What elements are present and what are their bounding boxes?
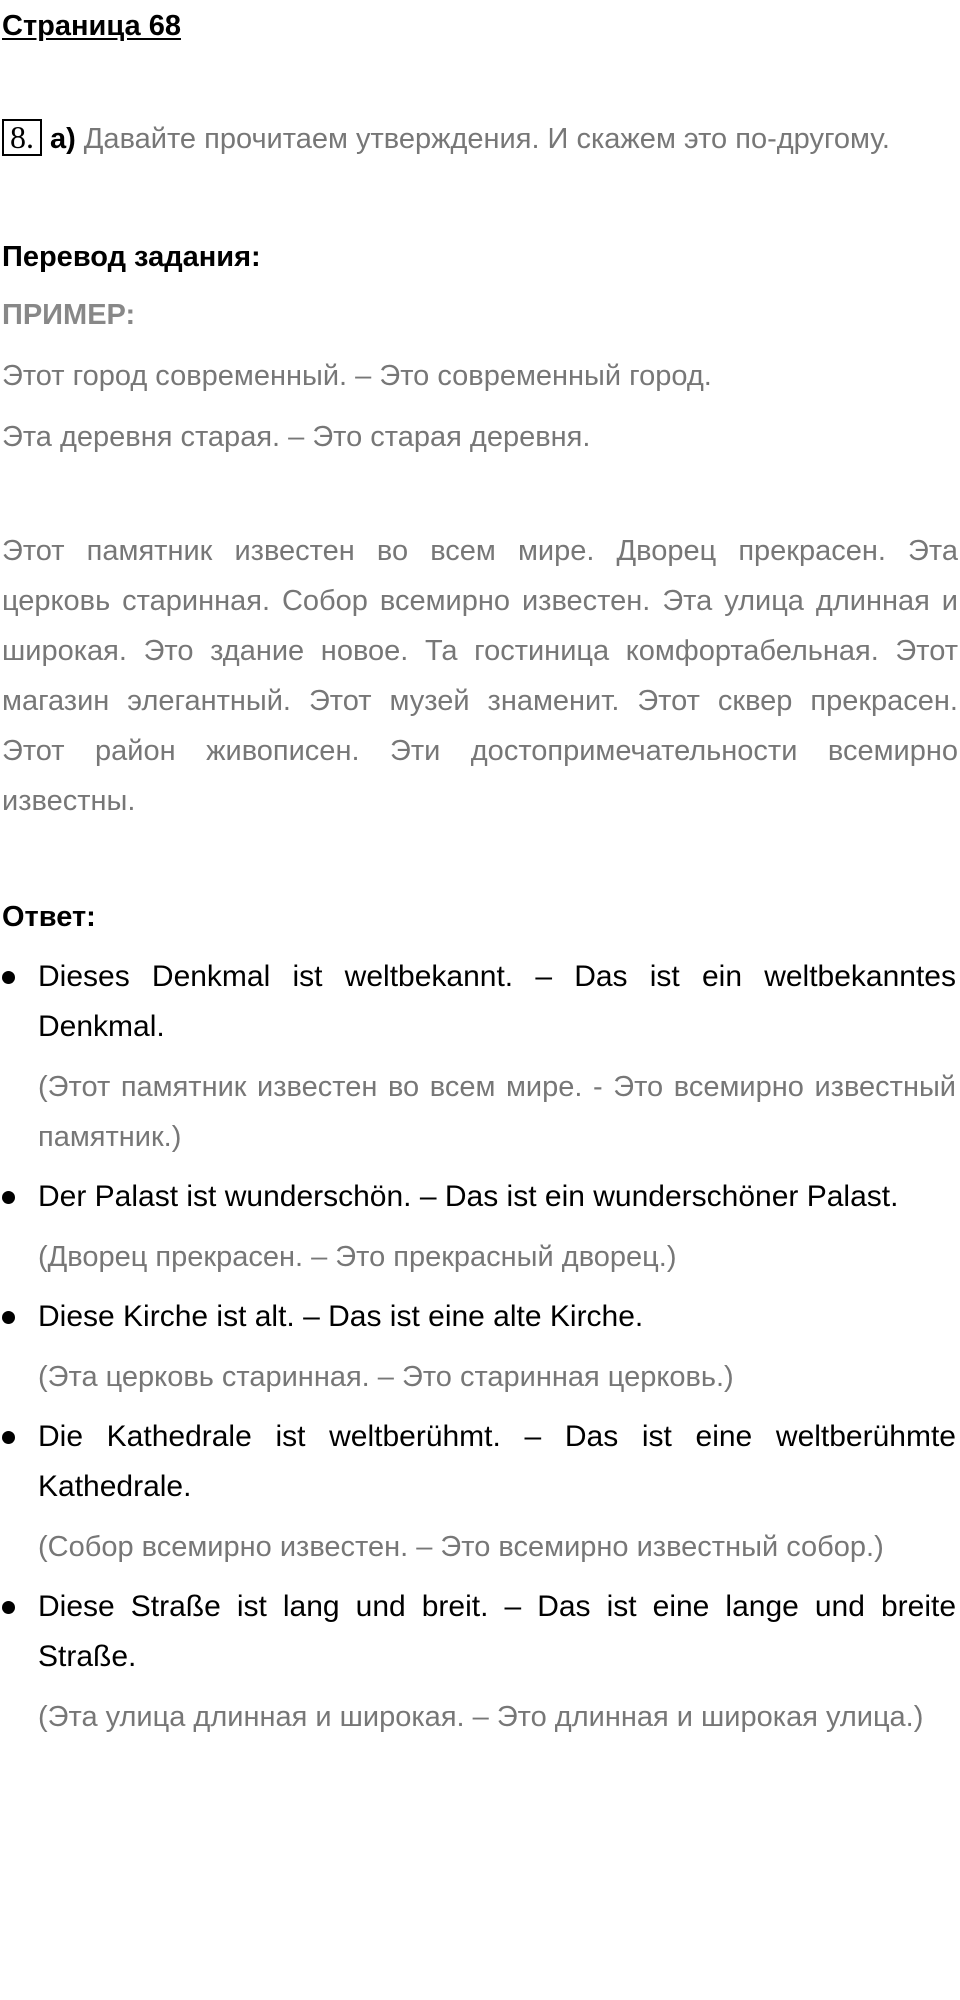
answer-russian: (Дворец прекрасен. – Это прекрасный дворец.): [38, 1241, 677, 1273]
answer-german: Diese Kirche ist alt. – Das ist eine alte Kirche.: [38, 1300, 644, 1333]
list-item: [0, 1412, 960, 1572]
bullet-icon: [2, 1311, 15, 1324]
list-item: [0, 1582, 960, 1742]
answer-german: Die Kathedrale ist weltberühmt. – Das ist eine weltberühmte Kathedrale.: [38, 1420, 956, 1503]
example-line: Эта деревня старая. – Это старая деревня.: [2, 421, 591, 453]
bullet-icon: [2, 1191, 15, 1204]
example-title: ПРИМЕР:: [2, 299, 136, 331]
example-line: Этот город современный. – Это современный город.: [2, 360, 712, 392]
bullet-icon: [2, 1601, 15, 1614]
answer-german: Diese Straße ist lang und breit. – Das ist eine lange und breite Straße.: [38, 1590, 956, 1673]
list-item: [0, 952, 960, 1162]
answer-russian: (Собор всемирно известен. – Это всемирно известный собор.): [38, 1531, 884, 1563]
list-item: [0, 1292, 960, 1402]
bullet-icon: [2, 1431, 15, 1444]
page-heading: Страница 68: [2, 10, 181, 42]
task-statement: [2, 114, 960, 164]
task-letter: а): [50, 123, 76, 155]
answer-russian: (Эта улица длинная и широкая. – Это длинная и широкая улица.): [38, 1701, 924, 1733]
answer-title: Ответ:: [2, 901, 96, 933]
answer-german: Dieses Denkmal ist weltbekannt. – Das ist ein weltbekanntes Denkmal.: [38, 960, 956, 1043]
answer-list: [0, 952, 960, 1742]
task-text: Давайте прочитаем утверждения. И скажем это по-другому.: [83, 123, 890, 155]
translation-paragraph: Этот памятник известен во всем мире. Дворец прекрасен. Эта церковь старинная. Собор всемирно известен. Эта улица длинная и широкая. Это здание новое. Та гостиница комфортабельная. Этот магазин элегантный. Этот музей знаменит. Этот сквер прекрасен. Этот район живописен. Эти достопримечательности всемирно известны.: [2, 535, 958, 817]
list-item: [0, 1172, 960, 1282]
task-number-box: 8.: [2, 119, 42, 156]
answer-russian: (Этот памятник известен во всем мире. - Это всемирно известный памятник.): [38, 1071, 956, 1153]
bullet-icon: [2, 971, 15, 984]
translation-title: Перевод задания:: [2, 241, 261, 273]
answer-german: Der Palast ist wunderschön. – Das ist ein wunderschöner Palast.: [38, 1180, 899, 1213]
answer-russian: (Эта церковь старинная. – Это старинная церковь.): [38, 1361, 734, 1393]
